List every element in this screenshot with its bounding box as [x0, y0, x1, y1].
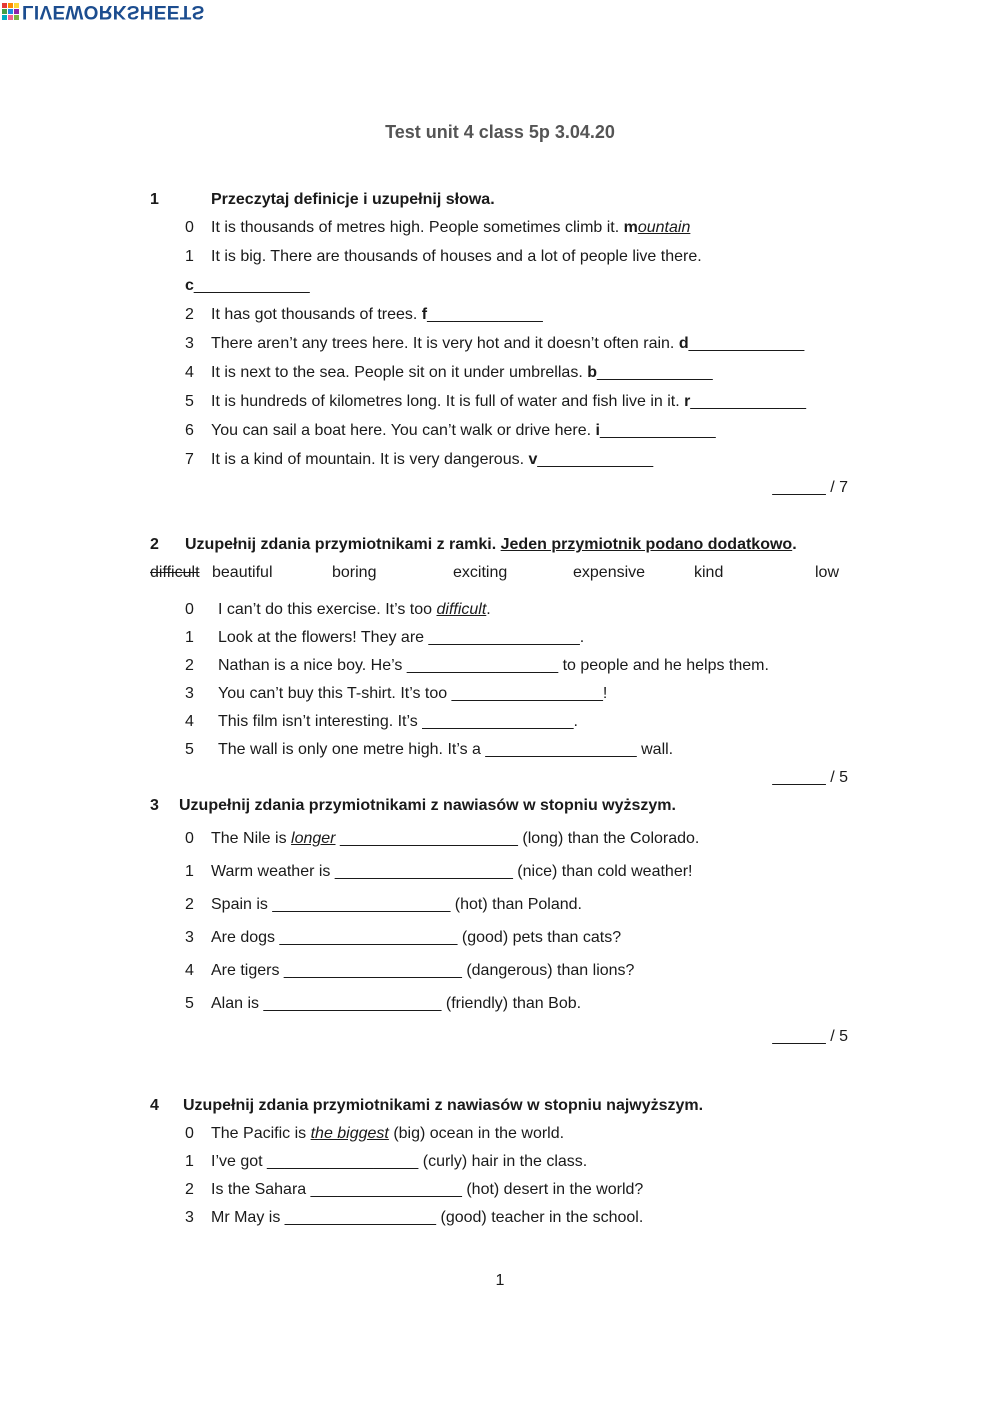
page-number: 1: [495, 1272, 505, 1289]
item-number: 5: [185, 741, 194, 758]
exercise-line[interactable]: Mr May is _________________ (good) teacher in the school.: [211, 1209, 644, 1226]
exercise-line[interactable]: You can’t buy this T-shirt. It’s too _________________!: [218, 685, 608, 702]
exercise-line: It is next to the sea. People sit on it under umbrellas. b_____________: [211, 364, 713, 381]
exercise-line[interactable]: Alan is ____________________ (friendly) than Bob.: [211, 995, 582, 1012]
exercise-line: The Pacific is the biggest (big) ocean in the world.: [211, 1125, 565, 1142]
exercise-line: It is thousands of metres high. People sometimes climb it. mountain: [211, 219, 691, 236]
word-box-item: kind: [694, 564, 724, 581]
exercise-line[interactable]: Is the Sahara _________________ (hot) desert in the world?: [211, 1181, 644, 1198]
item-number: 4: [185, 713, 194, 730]
section-1-number: 1: [150, 191, 159, 208]
item-number: 3: [185, 685, 194, 702]
item-number: 2: [185, 1181, 194, 1198]
exercise-line: You can sail a boat here. You can’t walk or drive here. i_____________: [211, 422, 716, 439]
exercise-line: It has got thousands of trees. f_____________: [211, 306, 543, 323]
item-number: 5: [185, 995, 194, 1012]
answer-blank[interactable]: _____________: [688, 335, 805, 352]
example-answer: difficult: [436, 601, 487, 618]
exercise-line[interactable]: Warm weather is ____________________ (nice) than cold weather!: [211, 863, 693, 880]
exercise-line[interactable]: I’ve got _________________ (curly) hair in the class.: [211, 1153, 588, 1170]
exercise-line[interactable]: Are dogs ____________________ (good) pets than cats?: [211, 929, 622, 946]
item-number: 3: [185, 929, 194, 946]
exercise-line: It is hundreds of kilometres long. It is full of water and fish live in it. r_____________: [211, 393, 807, 410]
item-number: 2: [185, 306, 194, 323]
item-number: 1: [185, 629, 194, 646]
section-1-score[interactable]: ______ / 7: [772, 479, 848, 496]
section-3-heading: Uzupełnij zdania przymiotnikami z nawiasów w stopniu wyższym.: [179, 797, 676, 814]
item-number: 4: [185, 364, 194, 381]
item-number: 2: [185, 657, 194, 674]
exercise-line[interactable]: Are tigers ____________________ (dangerous) than lions?: [211, 962, 635, 979]
exercise-line: It is big. There are thousands of houses and a lot of people live there.: [211, 248, 702, 265]
logo-grid-icon: [2, 3, 19, 20]
item-number: 1: [185, 863, 194, 880]
item-number: 5: [185, 393, 194, 410]
section-4-heading: Uzupełnij zdania przymiotnikami z nawiasów w stopniu najwyższym.: [183, 1097, 704, 1114]
word-box-item: low: [815, 564, 840, 581]
section-2-number: 2: [150, 536, 159, 553]
word-box-item: beautiful: [212, 564, 273, 581]
logo-text: LIVEWORKSHEETS: [22, 1, 205, 22]
answer-blank[interactable]: _____________: [596, 364, 713, 381]
item-number: 0: [185, 1125, 194, 1142]
exercise-line[interactable]: Look at the flowers! They are _________________.: [218, 629, 585, 646]
item-number: 6: [185, 422, 194, 439]
section-2-heading: Uzupełnij zdania przymiotnikami z ramki. Jeden przymiotnik podano dodatkowo.: [185, 536, 797, 553]
word-box-item: expensive: [573, 564, 646, 581]
exercise-line[interactable]: The wall is only one metre high. It’s a _________________ wall.: [218, 741, 674, 758]
page-title: Test unit 4 class 5p 3.04.20: [385, 122, 615, 142]
answer-blank[interactable]: _____________: [600, 422, 716, 439]
exercise-line: There aren’t any trees here. It is very hot and it doesn’t often rain. d_____________: [211, 335, 805, 352]
exercise-line[interactable]: Spain is ____________________ (hot) than Poland.: [211, 896, 582, 913]
exercise-line: The Nile is longer ____________________ (long) than the Colorado.: [211, 830, 700, 847]
answer-blank[interactable]: _____________: [690, 393, 807, 410]
item-number: 1: [185, 1153, 194, 1170]
liveworksheets-logo: [0, 0, 205, 22]
example-answer: ountain: [637, 219, 691, 236]
answer-blank[interactable]: _____________: [427, 306, 543, 323]
example-answer: longer: [291, 830, 336, 847]
exercise-line: I can’t do this exercise. It’s too difficult.: [218, 601, 491, 618]
item-number: 3: [185, 335, 194, 352]
exercise-line: It is a kind of mountain. It is very dangerous. v_____________: [211, 451, 654, 468]
item-number: 7: [185, 451, 194, 468]
item-number: 3: [185, 1209, 194, 1226]
answer-blank[interactable]: _____________: [537, 451, 654, 468]
word-box-item: difficult: [150, 564, 200, 581]
example-answer: the biggest: [310, 1125, 389, 1142]
item-number: 0: [185, 601, 194, 618]
exercise-line[interactable]: Nathan is a nice boy. He’s _________________ to people and he helps them.: [218, 657, 769, 674]
section-3-score[interactable]: ______ / 5: [772, 1028, 848, 1045]
exercise-line[interactable]: This film isn’t interesting. It’s _________________.: [218, 713, 578, 730]
section-4-number: 4: [150, 1097, 159, 1114]
section-1-heading: Przeczytaj definicje i uzupełnij słowa.: [211, 191, 495, 208]
item-number: 0: [185, 219, 194, 236]
item-number: 0: [185, 830, 194, 847]
section-2-score[interactable]: ______ / 5: [772, 769, 848, 786]
item-number: 2: [185, 896, 194, 913]
section-3-number: 3: [150, 797, 159, 814]
item-number: 4: [185, 962, 194, 979]
item-number: 1: [185, 248, 194, 265]
word-box-item: boring: [332, 564, 377, 581]
word-box-item: exciting: [453, 564, 508, 581]
answer-blank[interactable]: c_____________: [185, 277, 310, 294]
